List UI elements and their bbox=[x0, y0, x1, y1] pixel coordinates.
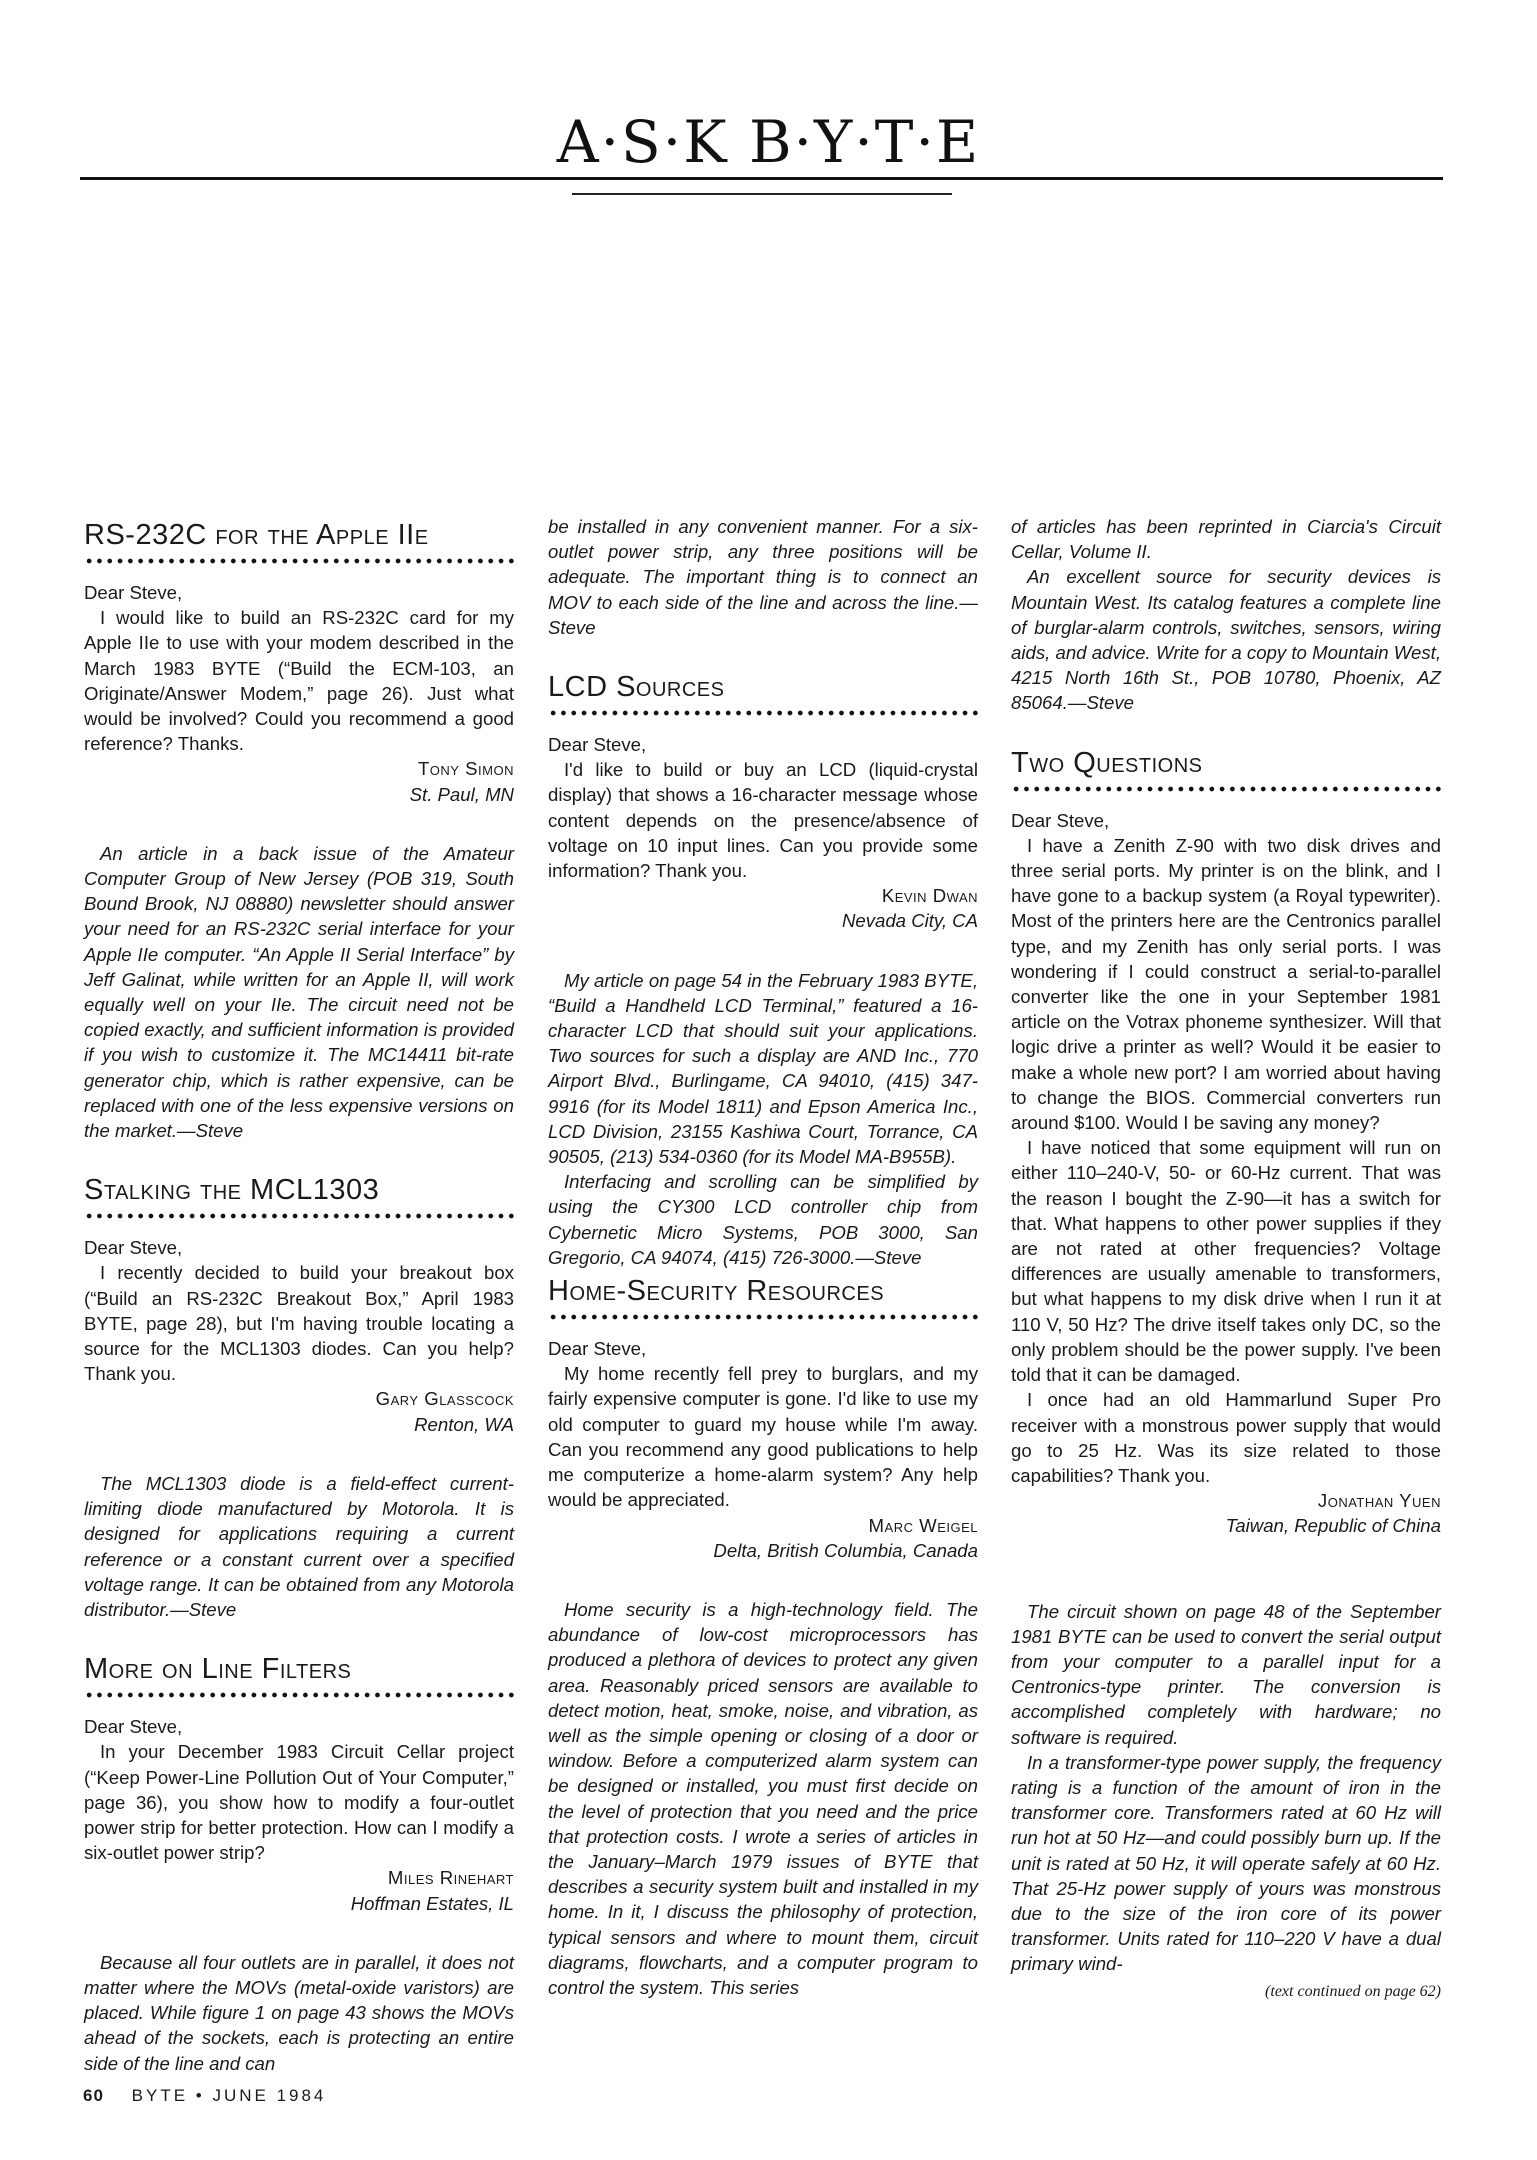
section-heading: LCD Sources bbox=[548, 670, 978, 718]
page-footer bbox=[83, 2086, 326, 2106]
reply-paragraph: The MCL1303 diode is a field-effect current-limiting diode manufactured by Motorola. It is designed for applications requiring a current reference or a constant current over a specified voltage range. It can be obtained from any Motorola distributor.—Steve bbox=[84, 1472, 514, 1620]
salutation: Dear Steve, bbox=[84, 1237, 183, 1259]
letter-location: St. Paul, MN bbox=[409, 783, 514, 805]
continuation-note: (text continued on page 62) bbox=[1265, 1982, 1441, 2000]
reply-paragraph: In a transformer-type power supply, the frequency rating is a function of the amount of iron in the transformer core. Transformers rated at 60 Hz will run hot at 50 Hz—and could possibly burn up. If the unit is rated at 50 Hz, it will operate safely at 60 Hz. That 25-Hz power supply of yours was monstrous due to the size of the iron core of its power transformer. Units rated for 110–220 V have a dual primary wind- bbox=[1011, 1751, 1441, 1975]
reply-paragraph: An article in a back issue of the Amateur Computer Group of New Jersey (POB 319, South Bound Brook, NJ 08880) newsletter should answer your need for an RS-232C serial interface for your Apple IIe computer. “An Apple II Serial Interface” by Jeff Galinat, while written for an Apple II, will work equally well on your IIe. The circuit need not be copied exactly, and sufficient information is provided if you wish to customize it. The MC14411 bit-rate generator chip, which is rather expensive, can be replaced with one of the less expensive versions on the market.—Steve bbox=[84, 842, 514, 1142]
salutation: Dear Steve, bbox=[1011, 809, 1110, 831]
salutation: Dear Steve, bbox=[548, 734, 647, 756]
letter-location: Renton, WA bbox=[414, 1413, 514, 1435]
letter-author: Gary Glasscock bbox=[375, 1388, 514, 1410]
letter-location: Delta, British Columbia, Canada bbox=[713, 1539, 978, 1561]
letter-paragraph: In your December 1983 Circuit Cellar project (“Keep Power-Line Pollution Out of Your Computer,” page 36), you show how to modify a four-outlet power strip for better protection. How can I modify a six-outlet power strip? bbox=[84, 1741, 514, 1864]
letter-paragraph: I would like to build an RS-232C card for my Apple IIe to use with your modem described in the March 1983 BYTE (“Build the ECM-103, an Originate/Answer Modem,” page 26). Just what would be involved? Could you recommend a good reference? Thanks. bbox=[84, 607, 514, 755]
salutation: Dear Steve, bbox=[548, 1338, 647, 1360]
column-3 bbox=[1011, 514, 1441, 2004]
column-2 bbox=[548, 514, 978, 2000]
section-heading: Stalking the MCL1303 bbox=[84, 1173, 514, 1221]
column-1 bbox=[84, 514, 514, 2076]
reply-paragraph: The circuit shown on page 48 of the September 1981 BYTE can be used to convert the serial output from your computer to a parallel input for a Centronics-type printer. The conversion is accomplished completely with hardware; no software is required. bbox=[1011, 1600, 1441, 1748]
letter-author: Kevin Dwan bbox=[881, 885, 978, 907]
section-heading: Home-Security Resources bbox=[548, 1274, 978, 1322]
title-underline bbox=[572, 193, 952, 195]
letter-paragraph: I'd like to build or buy an LCD (liquid-crystal display) that shows a 16-character message whose content depends on the presence/absence of voltage on 10 input lines. Can you provide some information? Thank you. bbox=[548, 759, 978, 882]
reply-paragraph: be installed in any convenient manner. For a six-outlet power strip, any three positions will be adequate. The important thing is to connect an MOV to each side of the line and across the line.—Steve bbox=[548, 516, 978, 638]
salutation: Dear Steve, bbox=[84, 1716, 183, 1738]
page-number: 60 bbox=[83, 2086, 104, 2105]
letter-paragraph: I recently decided to build your breakout box (“Build an RS-232C Breakout Box,” April 1983 BYTE, page 28), but I'm having trouble locating a source for the MCL1303 diodes. Can you help? Thank you. bbox=[84, 1262, 514, 1385]
salutation: Dear Steve, bbox=[84, 582, 183, 603]
publication-line: BYTE • JUNE 1984 bbox=[131, 2086, 327, 2105]
letter-author: Tony Simon bbox=[417, 758, 514, 780]
reply-paragraph: of articles has been reprinted in Ciarcia's Circuit Cellar, Volume II. bbox=[1011, 516, 1441, 563]
section-heading: RS-232C for the Apple IIe bbox=[84, 518, 514, 566]
page-title: A·S·K B·Y·T·E bbox=[556, 108, 981, 176]
letter-paragraph: I have a Zenith Z-90 with two disk drives and three serial ports. My printer is on the blink, and I have gone to a backup system (a Royal typewriter). Most of the printers here are the Centronics parallel type, and my Zenith has only serial ports. I was wondering if I could construct a serial-to-parallel converter like the one in your September 1981 article on the Votrax phoneme synthesizer. Will that logic drive a printer as well? Would it be easier to make a whole new port? I am worried about having to change the BIOS. Commercial converters run around $100. Would I be saving any money? bbox=[1011, 834, 1441, 1134]
reply-paragraph: Interfacing and scrolling can be simplified by using the CY300 LCD controller chip from Cybernetic Micro Systems, POB 3000, San Gregorio, CA 94074, (415) 726-3000.—Steve bbox=[548, 1171, 978, 1268]
letter-paragraph: My home recently fell prey to burglars, and my fairly expensive computer is gone. I'd like to use my old computer to guard my house while I'm away. Can you recommend any good publications to help me computerize a home-alarm system? Any help would be appreciated. bbox=[548, 1363, 978, 1511]
reply-paragraph: Home security is a high-technology field. The abundance of low-cost microprocessors has produced a plethora of devices to protect any given area. Reasonably priced sensors are available to detect motion, heat, smoke, noise, and vibration, as well as the simple opening or closing of a door or window. Before a computerized alarm system can be designed or installed, you must first decide on the level of protection that you need and the price that protection costs. I wrote a series of articles in the January–March 1979 issues of BYTE that describes a security system built and installed in my home. In it, I discuss the philosophy of protection, typical sensors and where to mount them, circuit diagrams, flowcharts, and a computer program to control the system. This series bbox=[548, 1598, 978, 1998]
reply-paragraph: Because all four outlets are in parallel, it does not matter where the MOVs (metal-oxide varistors) are placed. While figure 1 on page 43 shows the MOVs ahead of the sockets, each is protecting an entire side of the line and can bbox=[84, 1951, 514, 2074]
letter-paragraph: I once had an old Hammarlund Super Pro receiver with a monstrous power supply that would go to 25 Hz. Was its size related to those capabilities? Thank you. bbox=[1011, 1389, 1441, 1486]
letter-author: Jonathan Yuen bbox=[1317, 1490, 1441, 1512]
section-heading: More on Line Filters bbox=[84, 1652, 514, 1700]
letter-location: Nevada City, CA bbox=[841, 910, 978, 932]
letter-location: Taiwan, Republic of China bbox=[1225, 1515, 1441, 1537]
letter-paragraph: I have noticed that some equipment will run on either 110–240-V, 50- or 60-Hz current. That was the reason I bought the Z-90—it has a switch for that. What happens to other power supplies if they are not rated at other frequencies? Voltage differences are usually amenable to transformers, but what happens to my disk drive when I run it at 110 V, 50 Hz? The drive itself takes only DC, so the only problem should be the power supply. I've been told that it can be damaged. bbox=[1011, 1137, 1441, 1386]
letter-location: Hoffman Estates, IL bbox=[350, 1892, 514, 1914]
reply-paragraph: An excellent source for security devices is Mountain West. Its catalog features a complete line of burglar-alarm controls, switches, sensors, wiring aids, and advice. Write for a copy to Mountain West, 4215 North 16th St., POB 10780, Phoenix, AZ 85064.—Steve bbox=[1011, 566, 1441, 714]
section-heading: Two Questions bbox=[1011, 746, 1441, 794]
letter-author: Miles Rinehart bbox=[387, 1867, 514, 1889]
reply-paragraph: My article on page 54 in the February 1983 BYTE, “Build a Handheld LCD Terminal,” featured a 16-character LCD that should suit your applications. Two sources for such a display are AND Inc., 770 Airport Blvd., Burlingame, CA 94010, (415) 347-9916 (for its Model 1811) and Epson America Inc., LCD Division, 23155 Kashiwa Court, Torrance, CA 90505, (213) 534-0360 (for its Model MA-B955B). bbox=[548, 969, 978, 1168]
letter-author: Marc Weigel bbox=[868, 1514, 978, 1536]
header-rule bbox=[80, 177, 1443, 180]
